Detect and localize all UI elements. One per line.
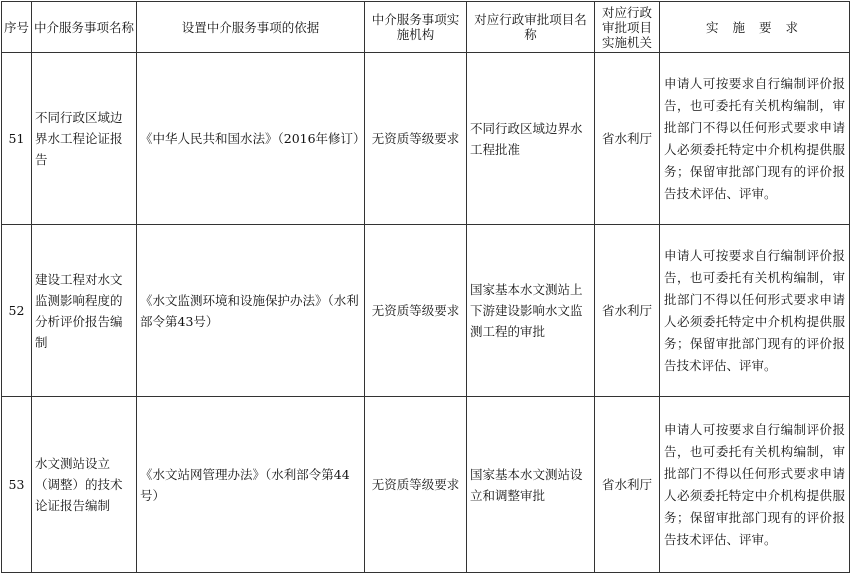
cell-seq: 52 — [2, 225, 32, 397]
header-agency: 中介服务事项实施机构 — [365, 2, 467, 53]
table-row — [2, 225, 850, 397]
header-approval-org: 对应行政审批项目实施机关 — [595, 2, 660, 53]
cell-basis: 《水文监测环境和设施保护办法》（水利部令第43号） — [137, 225, 365, 397]
cell-agency: 无资质等级要求 — [365, 225, 467, 397]
cell-requirements: 申请人可按要求自行编制评价报告，也可委托有关机构编制，审批部门不得以任何形式要求申请人必须委托特定中介机构提供服务；保留审批部门现有的评价报告技术评估、评审。 — [660, 53, 850, 225]
cell-requirements: 申请人可按要求自行编制评价报告，也可委托有关机构编制，审批部门不得以任何形式要求申请人必须委托特定中介机构提供服务；保留审批部门现有的评价报告技术评估、评审。 — [660, 225, 850, 397]
header-seq: 序号 — [2, 2, 32, 53]
cell-seq: 51 — [2, 53, 32, 225]
header-item-name: 中介服务事项名称 — [32, 2, 137, 53]
cell-basis: 《中华人民共和国水法》（2016年修订） — [137, 53, 365, 225]
cell-item-name: 水文测站设立（调整）的技术论证报告编制 — [32, 397, 137, 573]
header-requirements: 实 施 要 求 — [660, 2, 850, 53]
table-row — [2, 53, 850, 225]
cell-basis: 《水文站网管理办法》（水利部令第44号） — [137, 397, 365, 573]
header-approval-item: 对应行政审批项目名称 — [467, 2, 595, 53]
cell-approval-item: 国家基本水文测站设立和调整审批 — [467, 397, 595, 573]
header-basis: 设置中介服务事项的依据 — [137, 2, 365, 53]
cell-item-name: 不同行政区域边界水工程论证报告 — [32, 53, 137, 225]
cell-agency: 无资质等级要求 — [365, 53, 467, 225]
cell-approval-item: 国家基本水文测站上下游建设影响水文监测工程的审批 — [467, 225, 595, 397]
cell-approval-org: 省水利厅 — [595, 53, 660, 225]
header-row — [2, 2, 850, 53]
table-row — [2, 397, 850, 573]
cell-requirements: 申请人可按要求自行编制评价报告，也可委托有关机构编制，审批部门不得以任何形式要求申请人必须委托特定中介机构提供服务；保留审批部门现有的评价报告技术评估、评审。 — [660, 397, 850, 573]
cell-seq: 53 — [2, 397, 32, 573]
cell-approval-org: 省水利厅 — [595, 225, 660, 397]
cell-approval-item: 不同行政区域边界水工程批准 — [467, 53, 595, 225]
cell-agency: 无资质等级要求 — [365, 397, 467, 573]
intermediary-services-table — [1, 1, 850, 573]
cell-item-name: 建设工程对水文监测影响程度的分析评价报告编制 — [32, 225, 137, 397]
cell-approval-org: 省水利厅 — [595, 397, 660, 573]
